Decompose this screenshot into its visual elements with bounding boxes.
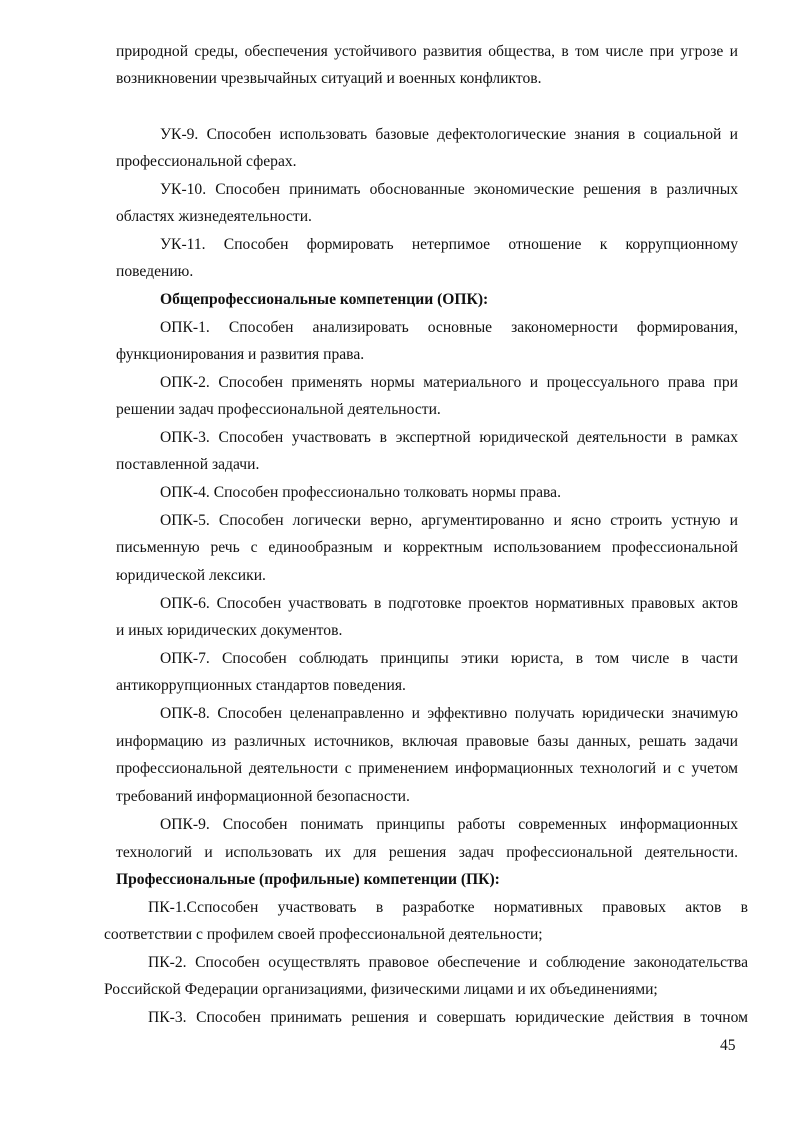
uk-11-line: УК-11. Способен формировать нетерпимое отношение к коррупционному [160, 236, 738, 253]
opk-5-line: ОПК-5. Способен логически верно, аргументированно и ясно строить устную и [160, 512, 738, 529]
paragraph-line: областях жизнедеятельности. [116, 208, 312, 225]
pk-3-line: ПК-3. Способен принимать решения и совершать юридические действия в точном [148, 1009, 748, 1026]
uk-9-line: УК-9. Способен использовать базовые дефектологические знания в социальной и [160, 126, 738, 143]
paragraph-line: юридической лексики. [116, 567, 266, 584]
paragraph-line: соответствии с профилем своей профессиональной деятельности; [104, 926, 543, 943]
paragraph-line: поставленной задачи. [116, 456, 260, 473]
paragraph-line: функционирования и развития права. [116, 346, 365, 363]
paragraph-line: и иных юридических документов. [116, 622, 343, 639]
paragraph-line: технологий и использовать их для решения задач профессиональной деятельности. [116, 844, 738, 861]
pk-2-line: ПК-2. Способен осуществлять правовое обеспечение и соблюдение законодательства [148, 954, 748, 971]
opk-2-line: ОПК-2. Способен применять нормы материального и процессуального права при [160, 374, 738, 391]
opk-7-line: ОПК-7. Способен соблюдать принципы этики юриста, в том числе в части [160, 650, 738, 667]
opk-1-line: ОПК-1. Способен анализировать основные закономерности формирования, [160, 319, 738, 336]
paragraph-line: антикоррупционных стандартов поведения. [116, 677, 406, 694]
paragraph-line: письменную речь с единообразным и корректным использованием профессиональной [116, 539, 738, 556]
opk-section-heading: Общепрофессиональные компетенции (ОПК): [160, 291, 489, 308]
paragraph-line: поведению. [116, 263, 194, 280]
pk-1-line: ПК-1.Сспособен участвовать в разработке нормативных правовых актов в [148, 899, 748, 916]
pk-section-heading: Профессиональные (профильные) компетенции (ПК): [116, 871, 500, 888]
paragraph-line: информацию из различных источников, включая правовые базы данных, решать задачи [116, 733, 738, 750]
paragraph-line: Российской Федерации организациями, физическими лицами и их объединениями; [104, 981, 658, 998]
uk-10-line: УК-10. Способен принимать обоснованные экономические решения в различных [160, 181, 738, 198]
opk-8-line: ОПК-8. Способен целенаправленно и эффективно получать юридически значимую [160, 705, 738, 722]
opk-4-line: ОПК-4. Способен профессионально толковать нормы права. [160, 484, 561, 501]
page-number: 45 [720, 1037, 736, 1054]
paragraph-line: требований информационной безопасности. [116, 788, 410, 805]
opk-3-line: ОПК-3. Способен участвовать в экспертной юридической деятельности в рамках [160, 429, 738, 446]
paragraph-line: профессиональной деятельности с применением информационных технологий и с учетом [116, 760, 738, 777]
paragraph-line: возникновении чрезвычайных ситуаций и военных конфликтов. [116, 70, 542, 87]
paragraph-line: профессиональной сферах. [116, 153, 297, 170]
paragraph-line: решении задач профессиональной деятельности. [116, 401, 441, 418]
paragraph-line: природной среды, обеспечения устойчивого развития общества, в том числе при угрозе и [116, 43, 738, 60]
opk-9-line: ОПК-9. Способен понимать принципы работы современных информационных [160, 816, 738, 833]
opk-6-line: ОПК-6. Способен участвовать в подготовке проектов нормативных правовых актов [160, 595, 738, 612]
